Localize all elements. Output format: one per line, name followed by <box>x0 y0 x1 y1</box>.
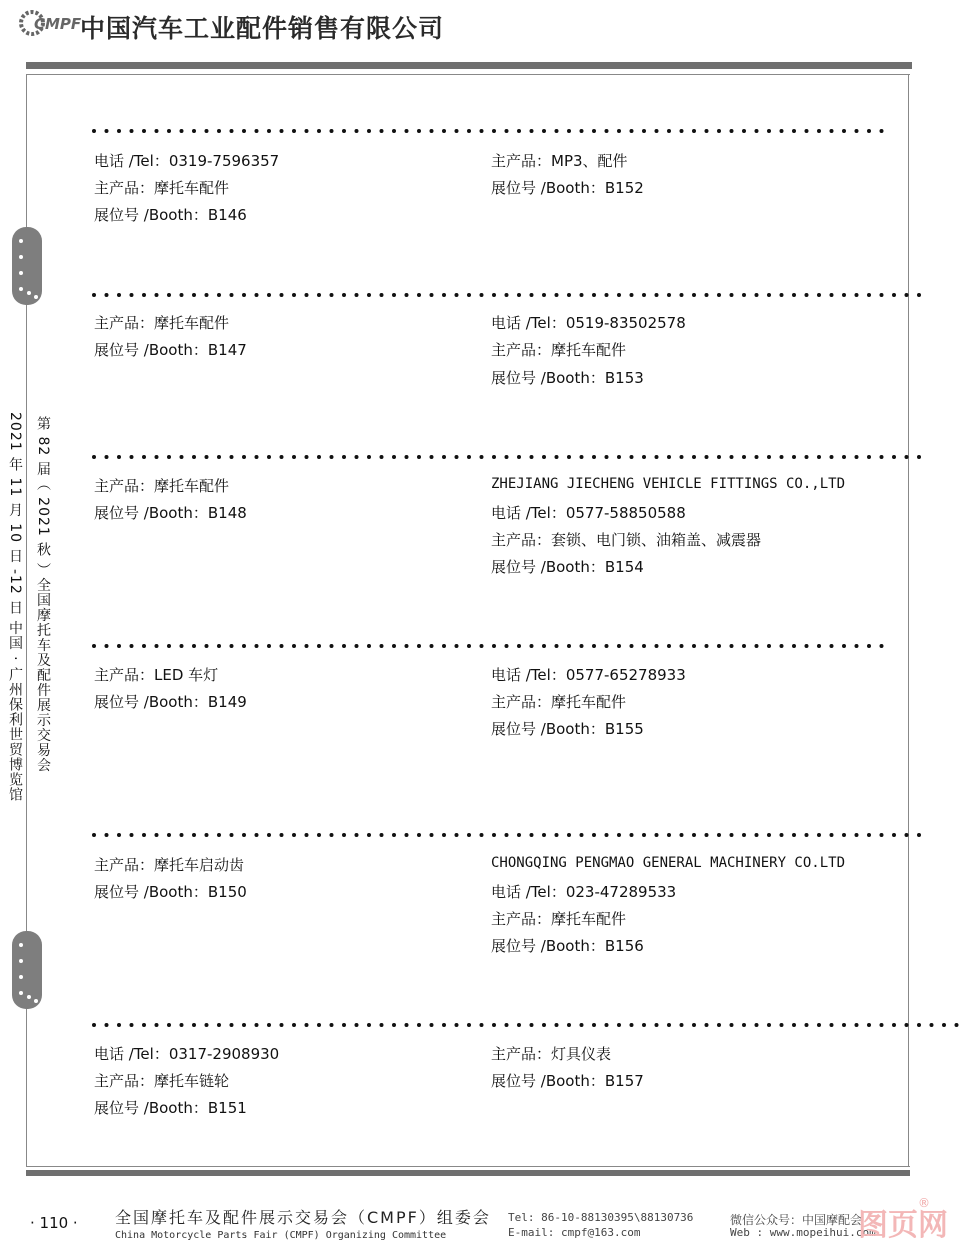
exhibitor-right-line: 主产品：摩托车配件 <box>491 341 627 359</box>
exhibitor-right-line: 电话 /Tel：0519-83502578 <box>491 314 686 332</box>
footer-rule <box>26 1170 910 1176</box>
watermark-text: 图页网 <box>858 1208 948 1243</box>
exhibitor-left-line: 主产品：摩托车配件 <box>94 477 230 495</box>
exhibitor-left-line: 主产品：摩托车链轮 <box>94 1072 230 1090</box>
page-number: · 110 · <box>30 1214 78 1232</box>
header-rule <box>26 62 912 69</box>
footer-tel: Tel: 86-10-88130395\88130736 <box>508 1211 694 1224</box>
cmpf-logo <box>20 8 82 38</box>
footer-web: Web : www.mopeihui.com <box>730 1226 876 1239</box>
logo-text: CMPF <box>34 15 82 33</box>
exhibitor-right-line: 展位号 /Booth：B157 <box>491 1072 644 1090</box>
exhibitor-left-line: 展位号 /Booth：B149 <box>94 693 247 711</box>
separator-4 <box>90 642 890 650</box>
separator-6 <box>90 1021 965 1029</box>
exhibitor-left-line: 主产品：LED 车灯 <box>94 666 219 684</box>
exhibitor-right-line: 电话 /Tel：0577-65278933 <box>491 666 686 684</box>
separator-2 <box>90 291 925 299</box>
exhibitor-right-line: 电话 /Tel：0577-58850588 <box>491 504 686 522</box>
exhibitor-right-line: 主产品：摩托车配件 <box>491 910 627 928</box>
exhibitor-left-line: 主产品：摩托车启动齿 <box>94 856 245 874</box>
frame-right <box>908 74 909 1166</box>
side-tab-bottom <box>12 931 42 1009</box>
exhibitor-right-line: 展位号 /Booth：B153 <box>491 369 644 387</box>
exhibitor-left-line: 展位号 /Booth：B150 <box>94 883 247 901</box>
separator-5 <box>90 831 925 839</box>
frame-bottom <box>26 1166 910 1167</box>
exhibitor-left-line: 展位号 /Booth：B146 <box>94 206 247 224</box>
separator-1 <box>90 127 890 135</box>
side-event-title: 第 82 届（ 2021 秋 ）全国摩托车及配件展示交易会 <box>35 416 51 773</box>
exhibitor-right-line: 主产品：套锁、电门锁、油箱盖、减震器 <box>491 531 762 549</box>
side-tab-top <box>12 227 42 305</box>
company-name: 中国汽车工业配件销售有限公司 <box>80 14 445 43</box>
exhibitor-right-line: 展位号 /Booth：B155 <box>491 720 644 738</box>
exhibitor-right-line: 展位号 /Booth：B156 <box>491 937 644 955</box>
exhibitor-right-line: 展位号 /Booth：B154 <box>491 558 644 576</box>
watermark-registered-mark: ® <box>918 1196 930 1210</box>
organizer-name-en: China Motorcycle Parts Fair (CMPF) Organizing Committee <box>115 1230 447 1241</box>
separator-3 <box>90 453 925 461</box>
exhibitor-right-line: 主产品：MP3、配件 <box>491 152 628 170</box>
footer-email: E-mail: cmpf@163.com <box>508 1226 641 1239</box>
frame-top <box>26 74 910 75</box>
exhibitor-left-line: 展位号 /Booth：B147 <box>94 341 247 359</box>
exhibitor-left-line: 主产品：摩托车配件 <box>94 179 230 197</box>
exhibitor-left-line: 展位号 /Booth：B148 <box>94 504 247 522</box>
exhibitor-right-line: 电话 /Tel：023-47289533 <box>491 883 677 901</box>
footer-wechat: 微信公众号：中国摩配会 <box>730 1213 863 1227</box>
exhibitor-company-name: CHONGQING PENGMAO GENERAL MACHINERY CO.LTD <box>491 855 846 871</box>
exhibitor-right-line: 主产品：摩托车配件 <box>491 693 627 711</box>
exhibitor-left-line: 展位号 /Booth：B151 <box>94 1099 247 1117</box>
exhibitor-company-name: ZHEJIANG JIECHENG VEHICLE FITTINGS CO.,LTD <box>491 476 846 492</box>
exhibitor-left-line: 电话 /Tel：0319-7596357 <box>94 152 280 170</box>
exhibitor-left-line: 电话 /Tel：0317-2908930 <box>94 1045 280 1063</box>
exhibitor-right-line: 展位号 /Booth：B152 <box>491 179 644 197</box>
exhibitor-right-line: 主产品：灯具仪表 <box>491 1045 612 1063</box>
side-date-venue: 2021 年 11 月 10 日 -12 日 中国 · 广州保利世贸博览馆 <box>7 412 23 803</box>
organizer-name-cn: 全国摩托车及配件展示交易会（CMPF）组委会 <box>115 1208 491 1227</box>
exhibitor-left-line: 主产品：摩托车配件 <box>94 314 230 332</box>
